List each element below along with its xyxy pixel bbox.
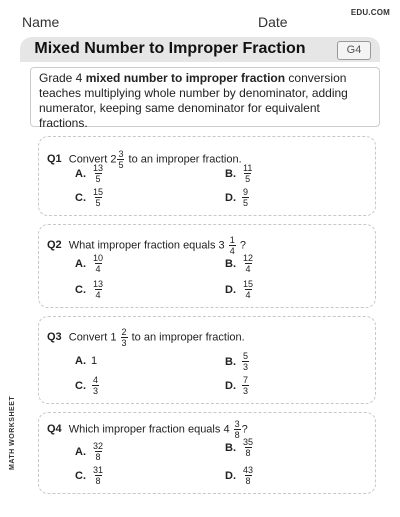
mixed-whole: 1 — [110, 331, 117, 344]
option-label: B. — [225, 257, 236, 270]
option-fraction — [242, 465, 254, 486]
prompt-after: ? — [241, 423, 248, 436]
option-c[interactable] — [75, 375, 100, 396]
option-fraction — [92, 375, 99, 396]
mixed-fraction — [117, 149, 124, 170]
option-fraction — [92, 441, 104, 462]
option-a[interactable] — [75, 441, 105, 462]
option-label: B. — [225, 355, 236, 368]
option-label: A. — [75, 355, 86, 368]
fraction-numerator: 3 — [234, 419, 240, 429]
worksheet-title: Mixed Number to Improper Fraction — [34, 40, 306, 57]
option-b[interactable] — [225, 351, 250, 372]
fraction-numerator: 4 — [93, 375, 99, 385]
option-label: C. — [75, 283, 86, 296]
prompt-after: to an improper fraction. — [131, 331, 245, 344]
fraction-numerator: 31 — [93, 465, 104, 475]
question-card-3 — [38, 316, 376, 404]
question-prompt — [47, 327, 245, 348]
fraction-denominator: 5 — [95, 174, 101, 184]
option-value: 1 — [91, 355, 98, 367]
option-fraction — [242, 437, 254, 458]
prompt-before: Convert — [68, 153, 108, 166]
fraction-denominator: 3 — [121, 338, 127, 348]
option-fraction — [92, 253, 104, 274]
prompt-before: What improper fraction equals — [68, 239, 216, 252]
option-b[interactable] — [225, 437, 255, 458]
question-number: Q1 — [47, 153, 62, 166]
fraction-numerator: 3 — [118, 149, 124, 159]
mixed-whole: 4 — [223, 423, 230, 436]
option-d[interactable] — [225, 375, 250, 396]
fraction-denominator: 5 — [118, 160, 124, 170]
question-prompt — [47, 419, 248, 440]
fraction-numerator: 1 — [229, 235, 235, 245]
option-label: B. — [225, 167, 236, 180]
fraction-numerator: 5 — [243, 351, 249, 361]
grade-badge: G4 — [337, 41, 371, 60]
option-b[interactable] — [225, 163, 254, 184]
option-label: A. — [75, 257, 86, 270]
fraction-denominator: 4 — [245, 264, 251, 274]
fraction-denominator: 4 — [95, 290, 101, 300]
option-d[interactable] — [225, 187, 250, 208]
fraction-numerator: 10 — [93, 253, 104, 263]
intro-part2: conversion teaches multiplying whole number by denominator, adding numerator, keeping same denominator for equivalent fractions. — [39, 71, 348, 130]
option-a[interactable] — [75, 163, 105, 184]
fraction-denominator: 8 — [95, 452, 101, 462]
option-fraction — [92, 279, 104, 300]
fraction-numerator: 13 — [93, 279, 104, 289]
name-label: Name — [22, 14, 60, 30]
fraction-denominator: 4 — [95, 264, 101, 274]
option-c[interactable] — [75, 187, 105, 208]
fraction-numerator: 15 — [93, 187, 104, 197]
question-card-1 — [38, 136, 376, 216]
fraction-denominator: 4 — [229, 246, 235, 256]
option-label: C. — [75, 379, 86, 392]
intro-part1: Grade 4 — [39, 71, 86, 85]
fraction-numerator: 15 — [243, 279, 254, 289]
fraction-numerator: 43 — [243, 465, 254, 475]
mixed-fraction — [121, 327, 128, 348]
intro-text — [30, 67, 380, 130]
fraction-numerator: 11 — [243, 163, 253, 173]
option-a[interactable] — [75, 253, 105, 274]
option-label: A. — [75, 167, 86, 180]
option-label: C. — [75, 469, 86, 482]
option-d[interactable] — [225, 279, 255, 300]
fraction-denominator: 4 — [245, 290, 251, 300]
fraction-denominator: 3 — [93, 386, 99, 396]
prompt-before: Which improper fraction equals — [68, 423, 221, 436]
fraction-denominator: 8 — [245, 476, 251, 486]
question-card-2 — [38, 224, 376, 308]
option-label: D. — [225, 379, 236, 392]
date-label: Date — [258, 14, 288, 30]
fraction-denominator: 5 — [243, 198, 249, 208]
prompt-after: to an improper fraction. — [128, 153, 242, 166]
option-label: D. — [225, 469, 236, 482]
mixed-whole: 2 — [110, 153, 117, 166]
fraction-denominator: 8 — [234, 430, 240, 440]
option-d[interactable] — [225, 465, 255, 486]
title-bar — [20, 37, 380, 62]
prompt-after: ? — [239, 239, 246, 252]
fraction-denominator: 5 — [95, 198, 101, 208]
question-number: Q4 — [47, 423, 62, 436]
fraction-numerator: 7 — [243, 375, 249, 385]
option-fraction — [242, 253, 254, 274]
option-a[interactable] — [75, 355, 97, 367]
fraction-numerator: 32 — [93, 441, 104, 451]
option-c[interactable] — [75, 465, 105, 486]
option-label: C. — [75, 191, 86, 204]
option-fraction — [242, 279, 254, 300]
option-label: D. — [225, 191, 236, 204]
fraction-denominator: 3 — [243, 362, 249, 372]
option-fraction — [92, 187, 104, 208]
option-label: A. — [75, 445, 86, 458]
option-label: D. — [225, 283, 236, 296]
option-c[interactable] — [75, 279, 105, 300]
question-number: Q3 — [47, 331, 62, 344]
fraction-numerator: 12 — [243, 253, 254, 263]
fraction-numerator: 13 — [93, 163, 104, 173]
fraction-denominator: 8 — [245, 448, 251, 458]
option-fraction — [92, 163, 104, 184]
option-b[interactable] — [225, 253, 255, 274]
question-number: Q2 — [47, 239, 62, 252]
intro-bold: mixed number to improper fraction — [85, 71, 286, 85]
fraction-numerator: 9 — [243, 187, 249, 197]
option-fraction — [242, 187, 249, 208]
fraction-denominator: 3 — [243, 386, 249, 396]
fraction-numerator: 35 — [243, 437, 254, 447]
option-fraction — [242, 351, 249, 372]
prompt-before: Convert — [68, 331, 108, 344]
option-label: B. — [225, 441, 236, 454]
option-fraction — [92, 465, 104, 486]
fraction-denominator: 8 — [95, 476, 101, 486]
question-card-4 — [38, 412, 376, 494]
side-label: MATH WORKSHEET — [9, 395, 16, 470]
brand-logo: EDU.COM — [350, 8, 390, 17]
option-fraction — [242, 163, 253, 184]
mixed-whole: 3 — [218, 239, 225, 252]
fraction-denominator: 5 — [245, 174, 251, 184]
option-fraction — [242, 375, 249, 396]
fraction-numerator: 2 — [121, 327, 127, 337]
